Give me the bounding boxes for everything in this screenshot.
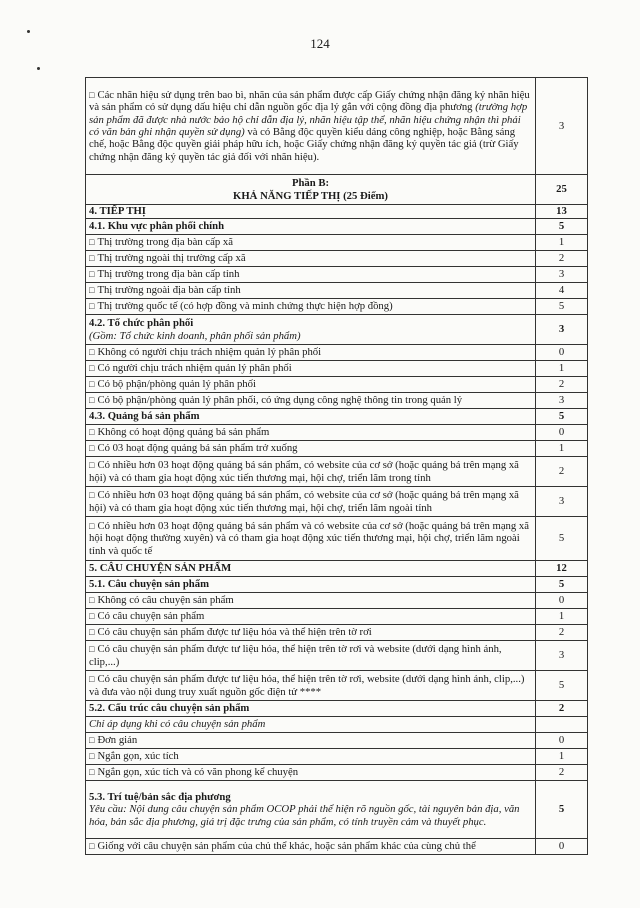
criterion-cell <box>86 641 536 671</box>
criterion-label: Có 03 hoạt động quảng bá sản phẩm trở xuống <box>97 442 298 455</box>
criterion-text <box>89 734 532 746</box>
criterion-cell <box>86 377 536 393</box>
score-cell: 5 <box>536 781 588 839</box>
page-number: 124 <box>310 36 330 51</box>
criterion-label: Có câu chuyện sản phẩm <box>97 610 205 623</box>
scan-speck <box>27 30 30 33</box>
criterion-cell <box>86 235 536 251</box>
criterion-text <box>89 520 532 557</box>
checkbox-icon[interactable]: □ <box>89 490 95 501</box>
criterion-text <box>89 578 532 590</box>
criterion-cell <box>86 361 536 377</box>
table-row <box>86 457 588 487</box>
score-cell: 3 <box>536 267 588 283</box>
criterion-label: Không có người chịu trách nhiệm quản lý phân phối <box>97 346 322 359</box>
criterion-cell <box>86 219 536 235</box>
checkbox-icon[interactable]: □ <box>89 460 95 471</box>
checkbox-icon[interactable]: □ <box>89 301 95 312</box>
score-cell: 3 <box>536 487 588 517</box>
criterion-text <box>89 610 532 622</box>
table-row <box>86 641 588 671</box>
table-row <box>86 345 588 361</box>
criterion-text <box>89 346 532 358</box>
criterion-label: Thị trường ngoài thị trường cấp xã <box>97 252 246 265</box>
criterion-label: Có nhiều hơn 03 hoạt động quảng bá sản phẩm, có website của cơ sở (hoặc quảng bá trên mạng xã hội) và có tham gia hoạt động xúc tiến thương mại, hội chợ, triển lãm trong tỉnh <box>89 459 519 484</box>
criterion-cell <box>86 839 536 855</box>
checkbox-icon[interactable]: □ <box>89 767 95 778</box>
table-row <box>86 409 588 425</box>
table-row <box>86 701 588 717</box>
checkbox-icon[interactable]: □ <box>89 363 95 374</box>
criterion-text <box>89 791 532 803</box>
criterion-text <box>89 268 532 280</box>
score-cell: 2 <box>536 377 588 393</box>
score-cell: 2 <box>536 457 588 487</box>
score-cell: 1 <box>536 609 588 625</box>
criterion-text <box>89 840 532 852</box>
table-row <box>86 219 588 235</box>
criterion-label: Thị trường trong địa bàn cấp tỉnh <box>97 268 240 281</box>
score-cell: 2 <box>536 765 588 781</box>
table-row <box>86 205 588 219</box>
criterion-label: Chỉ áp dụng khi có câu chuyện sản phẩm <box>89 718 266 731</box>
criterion-label: Không có câu chuyện sản phẩm <box>97 594 234 607</box>
criterion-cell <box>86 175 536 205</box>
criterion-cell <box>86 609 536 625</box>
criterion-text <box>89 394 532 406</box>
score-cell: 0 <box>536 593 588 609</box>
score-cell: 5 <box>536 219 588 235</box>
criterion-text <box>89 562 532 574</box>
criterion-text <box>89 89 532 163</box>
table-row <box>86 781 588 839</box>
table-row <box>86 717 588 733</box>
criterion-text <box>89 459 532 484</box>
criterion-label: Ngắn gọn, xúc tích <box>97 750 179 763</box>
criterion-cell <box>86 267 536 283</box>
criterion-cell <box>86 487 536 517</box>
checkbox-icon[interactable]: □ <box>89 644 95 655</box>
criterion-cell <box>86 425 536 441</box>
criterion-label: 4.2. Tổ chức phân phối <box>89 317 194 330</box>
table-row <box>86 609 588 625</box>
criterion-text <box>89 489 532 514</box>
criterion-cell <box>86 345 536 361</box>
table-row <box>86 839 588 855</box>
ocop-scoring-table <box>85 77 588 855</box>
criterion-label: 5.1. Câu chuyện sản phẩm <box>89 578 209 591</box>
criterion-label: 5. CÂU CHUYỆN SẢN PHẨM <box>89 562 232 575</box>
checkbox-icon[interactable]: □ <box>89 443 95 454</box>
criterion-text <box>89 702 532 714</box>
criterion-label: Có người chịu trách nhiệm quản lý phân phối <box>97 362 292 375</box>
criterion-cell <box>86 717 536 733</box>
score-cell: 1 <box>536 749 588 765</box>
checkbox-icon[interactable]: □ <box>89 751 95 762</box>
checkbox-icon[interactable]: □ <box>89 674 95 685</box>
table-row <box>86 175 588 205</box>
table-row <box>86 733 588 749</box>
criterion-label: Thị trường quốc tế (có hợp đồng và minh chứng thực hiện hợp đồng) <box>97 300 393 313</box>
checkbox-icon[interactable]: □ <box>89 237 95 248</box>
criterion-cell <box>86 561 536 577</box>
criterion-label: Có câu chuyện sản phẩm được tư liệu hóa, thể hiện trên tờ rơi, website (dưới dạng hình ảnh, clip,...) và đưa vào nội dung truy xuất nguồn gốc điện tử **** <box>89 673 525 698</box>
criterion-text <box>89 362 532 374</box>
checkbox-icon[interactable]: □ <box>89 841 95 852</box>
checkbox-icon[interactable]: □ <box>89 595 95 606</box>
table-row <box>86 299 588 315</box>
table-row <box>86 765 588 781</box>
score-cell: 2 <box>536 251 588 267</box>
criterion-text <box>89 410 532 422</box>
score-cell: 5 <box>536 671 588 701</box>
criterion-cell <box>86 671 536 701</box>
checkbox-icon[interactable]: □ <box>89 253 95 264</box>
score-cell: 1 <box>536 361 588 377</box>
table-row <box>86 577 588 593</box>
checkbox-icon[interactable]: □ <box>89 395 95 406</box>
criterion-cell <box>86 781 536 839</box>
criterion-cell <box>86 765 536 781</box>
criterion-text <box>89 718 532 730</box>
criterion-label: và có Bằng độc quyền kiểu dáng công nghiệp, hoặc Bằng sáng chế, hoặc Bằng độc quyền giải pháp hữu ích, hoặc Giấy chứng nhận đăng ký quyền tác giả (trừ Giấy chứng nhận đăng ký quyền tác giả đối với nhãn hiệu). <box>89 126 519 163</box>
checkbox-icon[interactable]: □ <box>89 611 95 622</box>
table-row <box>86 487 588 517</box>
criterion-label: 5.3. Trí tuệ/bản sắc địa phương <box>89 790 231 803</box>
criterion-text <box>89 673 532 698</box>
table-row <box>86 251 588 267</box>
criterion-text <box>89 750 532 762</box>
criterion-note: (Gồm: Tổ chức kinh doanh, phân phối sản phẩm) <box>89 329 301 342</box>
criterion-label: Ngắn gọn, xúc tích và có văn phong kể chuyện <box>97 766 299 779</box>
table-row <box>86 283 588 299</box>
criterion-text <box>89 442 532 454</box>
score-cell: 0 <box>536 733 588 749</box>
criterion-cell <box>86 205 536 219</box>
table-row <box>86 517 588 561</box>
table-row <box>86 561 588 577</box>
criterion-text <box>89 284 532 296</box>
criterion-label: Đơn giản <box>97 734 138 747</box>
criterion-label: Thị trường ngoài địa bàn cấp tỉnh <box>97 284 241 297</box>
table-row <box>86 235 588 251</box>
score-cell: 0 <box>536 425 588 441</box>
criterion-label: 4.1. Khu vực phân phối chính <box>89 220 225 233</box>
score-cell: 3 <box>536 393 588 409</box>
criterion-text <box>89 426 532 438</box>
criterion-label: Có nhiều hơn 03 hoạt động quảng bá sản phẩm và có website của cơ sở (hoặc quảng bá trên mạng xã hội hoạt động thường xuyên) và có tham gia hoạt động xúc tiến thương mại, hội chợ, triển lãm ngoài tỉnh và quốc tế <box>89 519 530 557</box>
criterion-text <box>89 252 532 264</box>
criterion-label: Có bộ phận/phòng quản lý phân phối, có ứng dụng công nghệ thông tin trong quản lý <box>97 394 463 407</box>
score-cell: 25 <box>536 175 588 205</box>
table-row <box>86 671 588 701</box>
checkbox-icon[interactable]: □ <box>89 427 95 438</box>
criterion-text <box>89 594 532 606</box>
table-row <box>86 393 588 409</box>
criterion-label: Thị trường trong địa bàn cấp xã <box>97 236 233 249</box>
checkbox-icon[interactable]: □ <box>89 285 95 296</box>
criterion-cell <box>86 299 536 315</box>
score-cell: 2 <box>536 701 588 717</box>
criterion-text <box>89 378 532 390</box>
table-row <box>86 749 588 765</box>
checkbox-icon[interactable]: □ <box>89 520 95 531</box>
criterion-text <box>89 205 532 217</box>
table-row <box>86 425 588 441</box>
table-body <box>86 78 588 855</box>
part-heading: Phần B: <box>291 177 330 190</box>
criterion-cell <box>86 393 536 409</box>
criterion-label: (trường hợp sản phẩm đã được nhà nước bảo hộ chỉ dẫn địa lý, nhãn hiệu tập thể, nhãn hiệu chứng nhận thì phải có văn bản ghi nhận quyền sử dụng) <box>89 101 528 138</box>
criterion-text <box>89 236 532 248</box>
criterion-cell <box>86 441 536 457</box>
criterion-text <box>89 300 532 312</box>
table-row <box>86 441 588 457</box>
score-cell: 1 <box>536 235 588 251</box>
criterion-text <box>89 626 532 638</box>
score-cell: 4 <box>536 283 588 299</box>
checkbox-icon[interactable]: □ <box>89 379 95 390</box>
criterion-cell <box>86 625 536 641</box>
checkbox-icon[interactable]: □ <box>89 347 95 358</box>
score-cell: 12 <box>536 561 588 577</box>
criterion-label: Có bộ phận/phòng quản lý phân phối <box>97 378 256 391</box>
criterion-label: Không có hoạt động quảng bá sản phẩm <box>97 426 270 439</box>
scan-speck <box>37 67 40 70</box>
criterion-label: Có nhiều hơn 03 hoạt động quảng bá sản phẩm, có website của cơ sở (hoặc quảng bá trên mạng xã hội) và có tham gia hoạt động xúc tiến thương mại, hội chợ, triển lãm ngoài tỉnh <box>89 489 519 514</box>
criterion-cell <box>86 593 536 609</box>
criterion-cell <box>86 517 536 561</box>
score-cell: 2 <box>536 625 588 641</box>
table-row <box>86 625 588 641</box>
criterion-text <box>89 643 532 668</box>
criterion-cell <box>86 701 536 717</box>
checkbox-icon[interactable]: □ <box>89 735 95 746</box>
table-row <box>86 78 588 175</box>
score-cell: 5 <box>536 577 588 593</box>
criterion-cell <box>86 749 536 765</box>
score-cell: 5 <box>536 409 588 425</box>
criterion-label: 5.2. Cấu trúc câu chuyện sản phẩm <box>89 702 250 715</box>
score-cell: 5 <box>536 517 588 561</box>
criterion-note: Yêu cầu: Nội dung câu chuyện sản phẩm OCOP phải thể hiện rõ nguồn gốc, tài nguyên bản địa, văn hóa, bản sắc địa phương, giá trị đặc trưng của sản phẩm, có tính truyền cảm và thuyết phục. <box>89 803 520 828</box>
criterion-label: 4.3. Quảng bá sản phẩm <box>89 410 200 423</box>
criterion-text <box>89 766 532 778</box>
criterion-text <box>89 317 532 329</box>
criterion-label: Có câu chuyện sản phẩm được tư liệu hóa, thể hiện trên tờ rơi và website (dưới dạng hình ảnh, clip,...) <box>89 643 502 668</box>
criterion-cell <box>86 251 536 267</box>
table-row <box>86 377 588 393</box>
checkbox-icon[interactable]: □ <box>89 627 95 638</box>
checkbox-icon[interactable]: □ <box>89 89 95 100</box>
score-cell: 0 <box>536 345 588 361</box>
table-row <box>86 593 588 609</box>
table-row <box>86 361 588 377</box>
criterion-cell <box>86 283 536 299</box>
table-row <box>86 315 588 345</box>
checkbox-icon[interactable]: □ <box>89 269 95 280</box>
criterion-label: 4. TIẾP THỊ <box>89 205 146 218</box>
score-cell: 1 <box>536 441 588 457</box>
score-cell: 5 <box>536 299 588 315</box>
score-cell: 13 <box>536 205 588 219</box>
score-cell: 3 <box>536 315 588 345</box>
criterion-text <box>89 220 532 232</box>
criterion-cell <box>86 78 536 175</box>
score-cell <box>536 717 588 733</box>
criterion-label: Các nhãn hiệu sử dụng trên bao bì, nhãn của sản phẩm được cấp Giấy chứng nhận đăng ký nhãn hiệu và sản phẩm có sử dụng dấu hiệu chỉ dẫn nguồn gốc địa lý gắn với cộng đồng địa phương <box>89 88 530 114</box>
criterion-cell <box>86 315 536 345</box>
score-cell: 3 <box>536 78 588 175</box>
criterion-label: Có câu chuyện sản phẩm được tư liệu hóa và thể hiện trên tờ rơi <box>97 626 372 639</box>
part-heading: KHẢ NĂNG TIẾP THỊ (25 Điểm) <box>233 189 388 202</box>
criterion-cell <box>86 733 536 749</box>
criterion-cell <box>86 409 536 425</box>
score-cell: 0 <box>536 839 588 855</box>
criterion-cell <box>86 577 536 593</box>
criterion-label: Giống với câu chuyện sản phẩm của chủ thể khác, hoặc sản phẩm khác của cùng chủ thể <box>97 840 476 853</box>
score-cell: 3 <box>536 641 588 671</box>
table-row <box>86 267 588 283</box>
criterion-cell <box>86 457 536 487</box>
